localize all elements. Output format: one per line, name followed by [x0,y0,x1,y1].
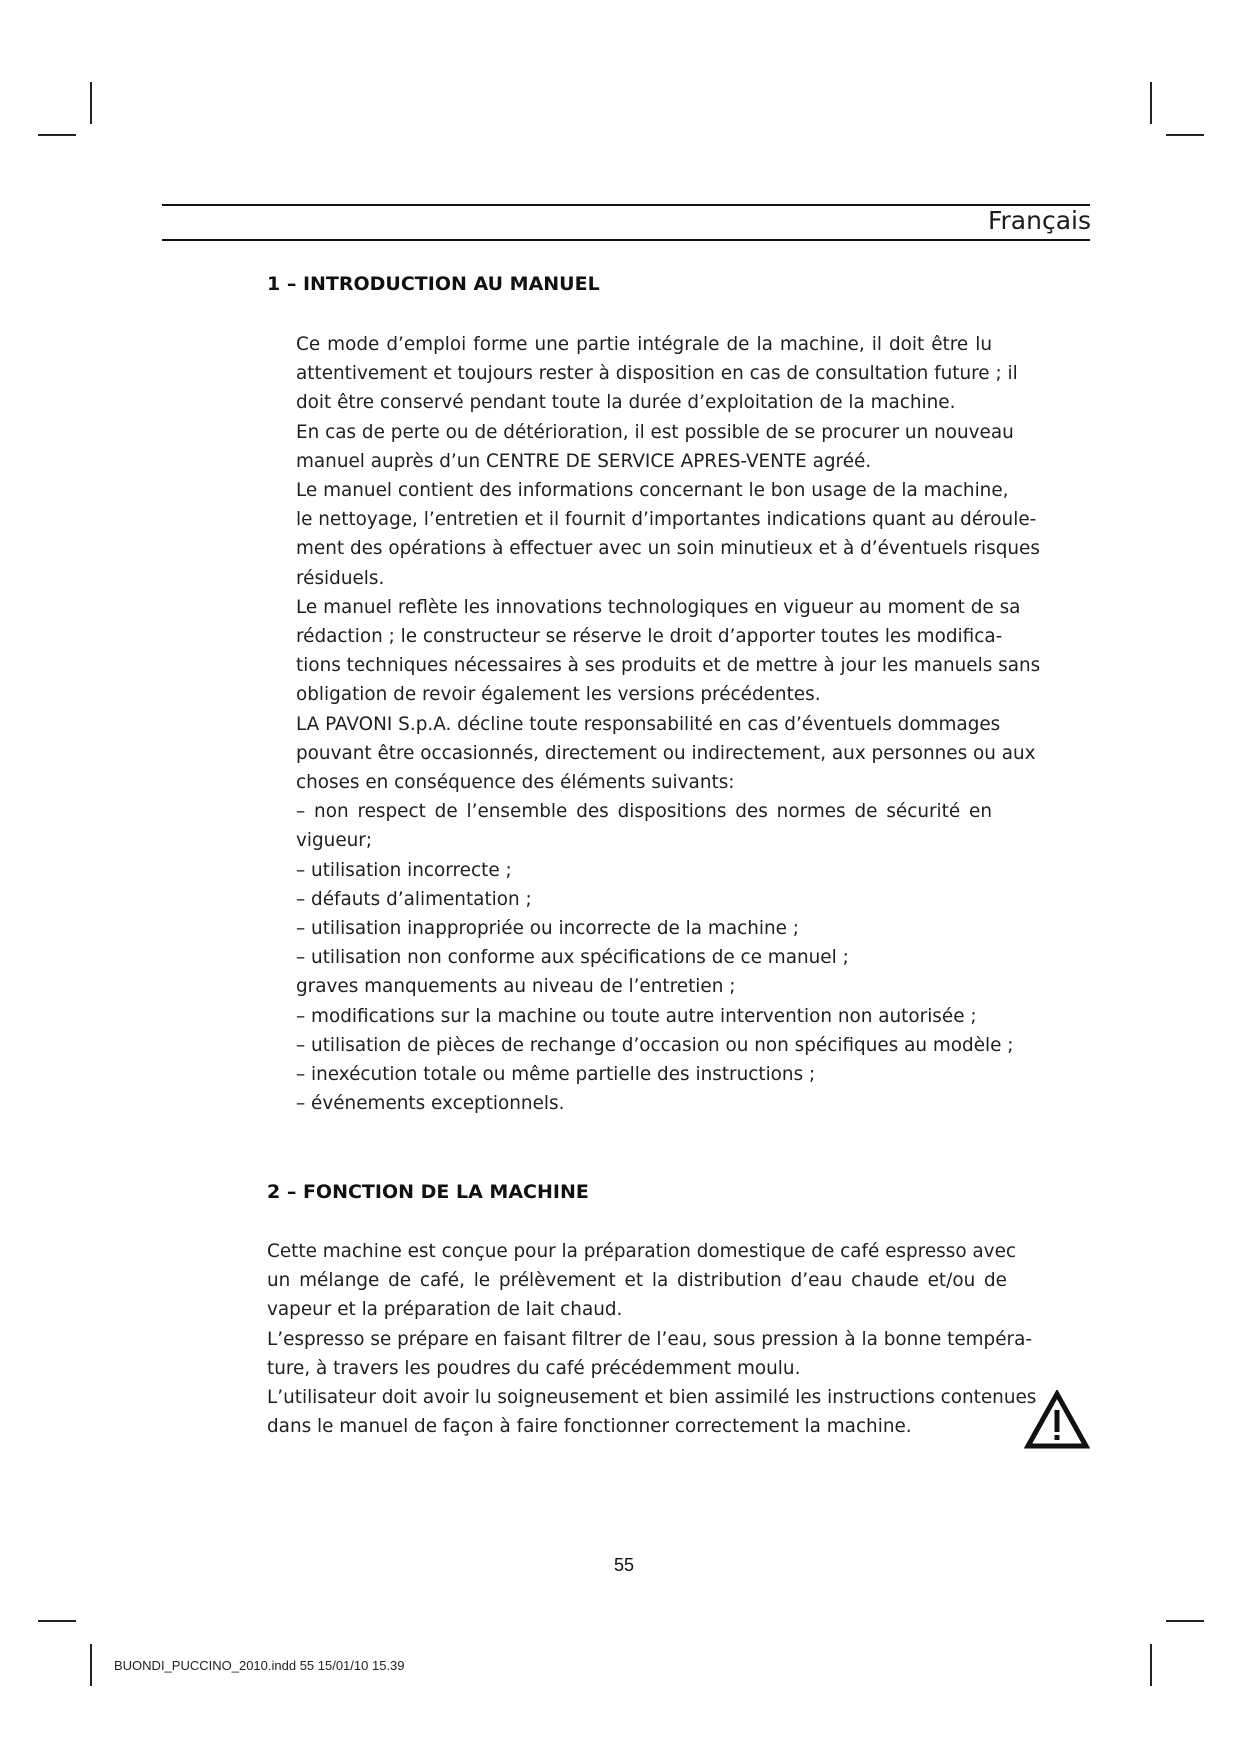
crop-mark-bottom-left-vertical [90,1644,92,1686]
warning-triangle-icon [1024,1390,1090,1450]
header-rule-top [162,204,1090,206]
text-line: obligation de revoir également les versions précédentes. [296,684,821,706]
text-line: vapeur et la préparation de lait chaud. [267,1299,623,1321]
list-item: – défauts d’alimentation ; [296,888,532,910]
text-line: résiduels. [296,567,385,589]
text-line: ment des opérations à effectuer avec un soin minutieux et à d’éventuels risques [296,538,1040,560]
crop-mark-bottom-right-vertical [1150,1644,1152,1686]
text-line: le nettoyage, l’entretien et il fournit d’importantes indications quant au déroule- [296,509,1037,531]
section-2-title: 2 – FONCTION DE LA MACHINE [267,1181,589,1203]
crop-mark-top-right-horizontal [1166,134,1204,136]
list-item: – inexécution totale ou même partielle des instructions ; [296,1064,816,1086]
crop-mark-bottom-left-horizontal [38,1620,76,1622]
list-item: – non respect de l’ensemble des dispositions des normes de sécurité en [296,801,992,823]
list-item: graves manquements au niveau de l’entretien ; [296,976,736,998]
list-item: – utilisation de pièces de rechange d’occasion ou non spécifiques au modèle ; [296,1034,1014,1056]
text-line: attentivement et toujours rester à disposition en cas de consultation future ; il [296,363,1018,385]
text-line: choses en conséquence des éléments suivants: [296,772,735,794]
text-line: Le manuel contient des informations concernant le bon usage de la machine, [296,480,1009,502]
section-1-paragraph [296,330,1041,1118]
crop-mark-top-left-vertical [90,82,92,124]
section-2-body [267,1237,1037,1441]
text-line: ture, à travers les poudres du café précédemment moulu. [267,1357,801,1379]
text-line: En cas de perte ou de détérioration, il est possible de se procurer un nouveau [296,421,1014,443]
list-item: – modifications sur la machine ou toute autre intervention non autorisée ; [296,1005,977,1027]
text-line: pouvant être occasionnés, directement ou indirectement, aux personnes ou aux [296,742,1036,764]
text-line: Cette machine est conçue pour la préparation domestique de café espresso avec [267,1241,1016,1262]
text-line: un mélange de café, le prélèvement et la distribution d’eau chaude et/ou de [267,1270,1007,1292]
crop-mark-top-right-vertical [1150,82,1152,124]
text-line: manuel auprès d’un CENTRE DE SERVICE APRES-VENTE agréé. [296,450,872,472]
language-label: Français [987,206,1091,235]
text-line: vigueur; [296,830,373,852]
section-1-body [296,330,1041,1118]
list-item: – utilisation inappropriée ou incorrecte de la machine ; [296,918,799,940]
section-1-title: 1 – INTRODUCTION AU MANUEL [267,273,600,295]
crop-mark-top-left-horizontal [38,134,76,136]
header-rule-bottom [162,239,1090,241]
text-line: Le manuel reflète les innovations technologiques en vigueur au moment de sa [296,596,1021,618]
text-line: Ce mode d’emploi forme une partie intégrale de la machine, il doit être lu [296,334,992,355]
list-item: – événements exceptionnels. [296,1093,565,1115]
text-line: rédaction ; le constructeur se réserve le droit d’apporter toutes les modifica- [296,626,1003,648]
section-2-paragraph [267,1237,1037,1441]
text-line: tions techniques nécessaires à ses produits et de mettre à jour les manuels sans [296,655,1041,677]
list-item: – utilisation non conforme aux spécifications de ce manuel ; [296,947,849,969]
text-line: LA PAVONI S.p.A. décline toute responsabilité en cas d’éventuels dommages [296,713,1001,735]
text-line: doit être conservé pendant toute la durée d’exploitation de la machine. [296,392,956,414]
page-number: 55 [613,1555,635,1575]
text-line: dans le manuel de façon à faire fonctionner correctement la machine. [267,1416,912,1438]
crop-mark-bottom-right-horizontal [1166,1620,1204,1622]
list-item: – utilisation incorrecte ; [296,859,512,881]
text-line: L’utilisateur doit avoir lu soigneusement et bien assimilé les instructions contenues [267,1387,1037,1409]
print-slug: BUONDI_PUCCINO_2010.indd 55 15/01/10 15.39 [114,1658,405,1673]
text-line: L’espresso se prépare en faisant filtrer de l’eau, sous pression à la bonne tempéra- [267,1328,1032,1350]
